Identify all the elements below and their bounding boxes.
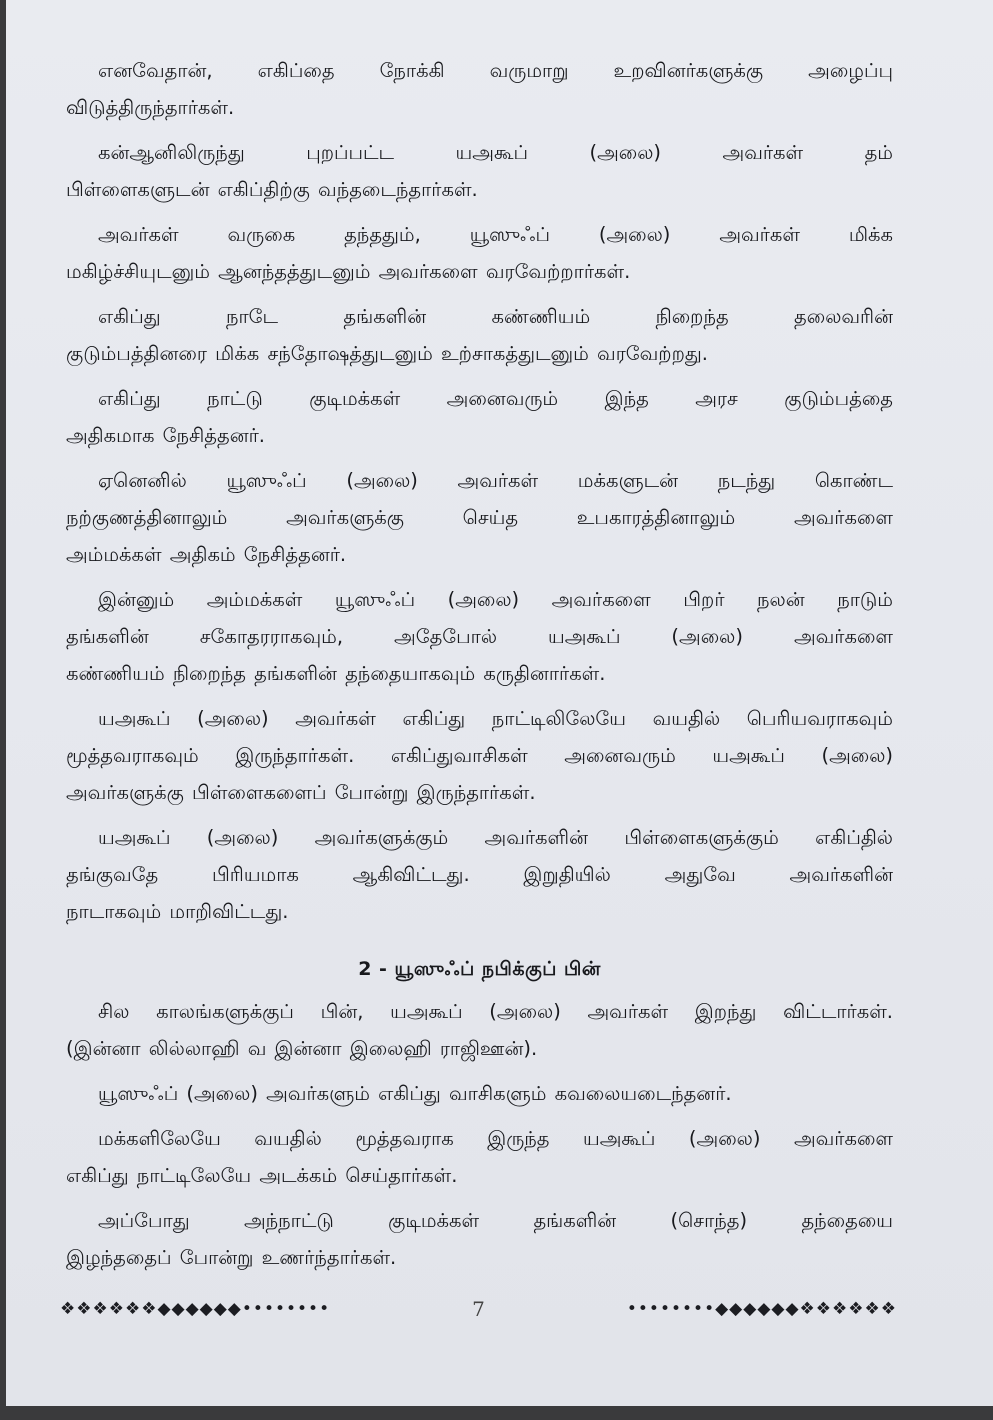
text-line: மகிழ்ச்சியுடனும் ஆனந்தத்துடனும் அவர்களை வரவேற்றார்கள். [66, 260, 631, 283]
paragraph [66, 462, 893, 573]
paragraph [66, 216, 893, 290]
text-line: பிள்ளைகளுடன் எகிப்திற்கு வந்தடைந்தார்கள். [66, 178, 478, 201]
text-line: அவர்கள் வருகை தந்ததும், யூஸுஃப் (அலை) அவர்கள் மிக்க [98, 223, 893, 246]
body-text-section-2 [66, 993, 893, 1276]
text-line: இன்னும் அம்மக்கள் யூஸுஃப் (அலை) அவர்களை பிறர் நலன் நாடும் [98, 588, 893, 611]
page-number: 7 [472, 1297, 485, 1321]
text-line: விடுத்திருந்தார்கள். [66, 96, 235, 119]
paragraph [66, 581, 893, 692]
paragraph [66, 134, 893, 208]
book-page [6, 0, 993, 1406]
text-line: நாடாகவும் மாறிவிட்டது. [66, 900, 289, 923]
paragraph [66, 1120, 893, 1194]
page-footer [60, 1292, 897, 1326]
section-heading: 2 - யூஸுஃப் நபிக்குப் பின் [358, 958, 601, 980]
body-text-section-1 [66, 52, 893, 930]
footer-ornament-right: ••••••••◆◆◆◆◆◆❖❖❖❖❖❖ [626, 1299, 897, 1319]
text-line: கன்ஆனிலிருந்து புறப்பட்ட யஅகூப் (அலை) அவர்கள் தம் [98, 141, 893, 164]
paragraph [66, 298, 893, 372]
paragraph [66, 380, 893, 454]
text-line: நற்குணத்தினாலும் அவர்களுக்கு செய்த உபகாரத்தினாலும் அவர்களை [66, 506, 893, 529]
text-line: மக்களிலேயே வயதில் மூத்தவராக இருந்த யஅகூப் (அலை) அவர்களை [98, 1127, 893, 1150]
text-line: இழந்ததைப் போன்று உணர்ந்தார்கள். [66, 1246, 397, 1269]
paragraph [66, 700, 893, 811]
text-line: கண்ணியம் நிறைந்த தங்களின் தந்தையாகவும் கருதினார்கள். [66, 662, 606, 685]
text-line: எனவேதான், எகிப்தை நோக்கி வருமாறு உறவினர்களுக்கு அழைப்பு [98, 59, 893, 82]
text-line: சில காலங்களுக்குப் பின், யஅகூப் (அலை) அவர்கள் இறந்து விட்டார்கள். [98, 1000, 893, 1023]
paragraph [66, 52, 893, 126]
text-line: யஅகூப் (அலை) அவர்களுக்கும் அவர்களின் பிள்ளைகளுக்கும் எகிப்தில் [98, 826, 893, 849]
text-line: ஏனெனில் யூஸுஃப் (அலை) அவர்கள் மக்களுடன் நடந்து கொண்ட [98, 469, 893, 492]
text-line: (இன்னா லில்லாஹி வ இன்னா இலைஹி ராஜிஊன்). [66, 1037, 538, 1060]
text-line: யஅகூப் (அலை) அவர்கள் எகிப்து நாட்டிலிலேயே வயதில் பெரியவராகவும் [98, 707, 893, 730]
paragraph [66, 1075, 893, 1112]
text-line: தங்களின் சகோதரராகவும், அதேபோல் யஅகூப் (அலை) அவர்களை [66, 625, 893, 648]
text-line: அம்மக்கள் அதிகம் நேசித்தனர். [66, 543, 347, 566]
paragraph [66, 1202, 893, 1276]
text-line: குடும்பத்தினரை மிக்க சந்தோஷத்துடனும் உற்சாகத்துடனும் வரவேற்றது. [66, 342, 708, 365]
text-line: அதிகமாக நேசித்தனர். [66, 424, 265, 447]
text-line: மூத்தவராகவும் இருந்தார்கள். எகிப்துவாசிகள் அனைவரும் யஅகூப் (அலை) [66, 744, 893, 767]
text-line: அப்போது அந்நாட்டு குடிமக்கள் தங்களின் (சொந்த) தந்தையை [98, 1209, 893, 1232]
text-line: எகிப்து நாட்டு குடிமக்கள் அனைவரும் இந்த அரச குடும்பத்தை [98, 387, 893, 410]
paragraph [66, 819, 893, 930]
text-line: யூஸுஃப் (அலை) அவர்களும் எகிப்து வாசிகளும் கவலையடைந்தனர். [98, 1082, 732, 1105]
text-line: எகிப்து நாடே தங்களின் கண்ணியம் நிறைந்த தலைவரின் [98, 305, 893, 328]
text-line: தங்குவதே பிரியமாக ஆகிவிட்டது. இறுதியில் அதுவே அவர்களின் [66, 863, 893, 886]
footer-ornament-left: ❖❖❖❖❖❖◆◆◆◆◆◆•••••••• [60, 1299, 331, 1319]
text-line: அவர்களுக்கு பிள்ளைகளைப் போன்று இருந்தார்கள். [66, 781, 536, 804]
text-line: எகிப்து நாட்டிலேயே அடக்கம் செய்தார்கள். [66, 1164, 458, 1187]
paragraph [66, 993, 893, 1067]
